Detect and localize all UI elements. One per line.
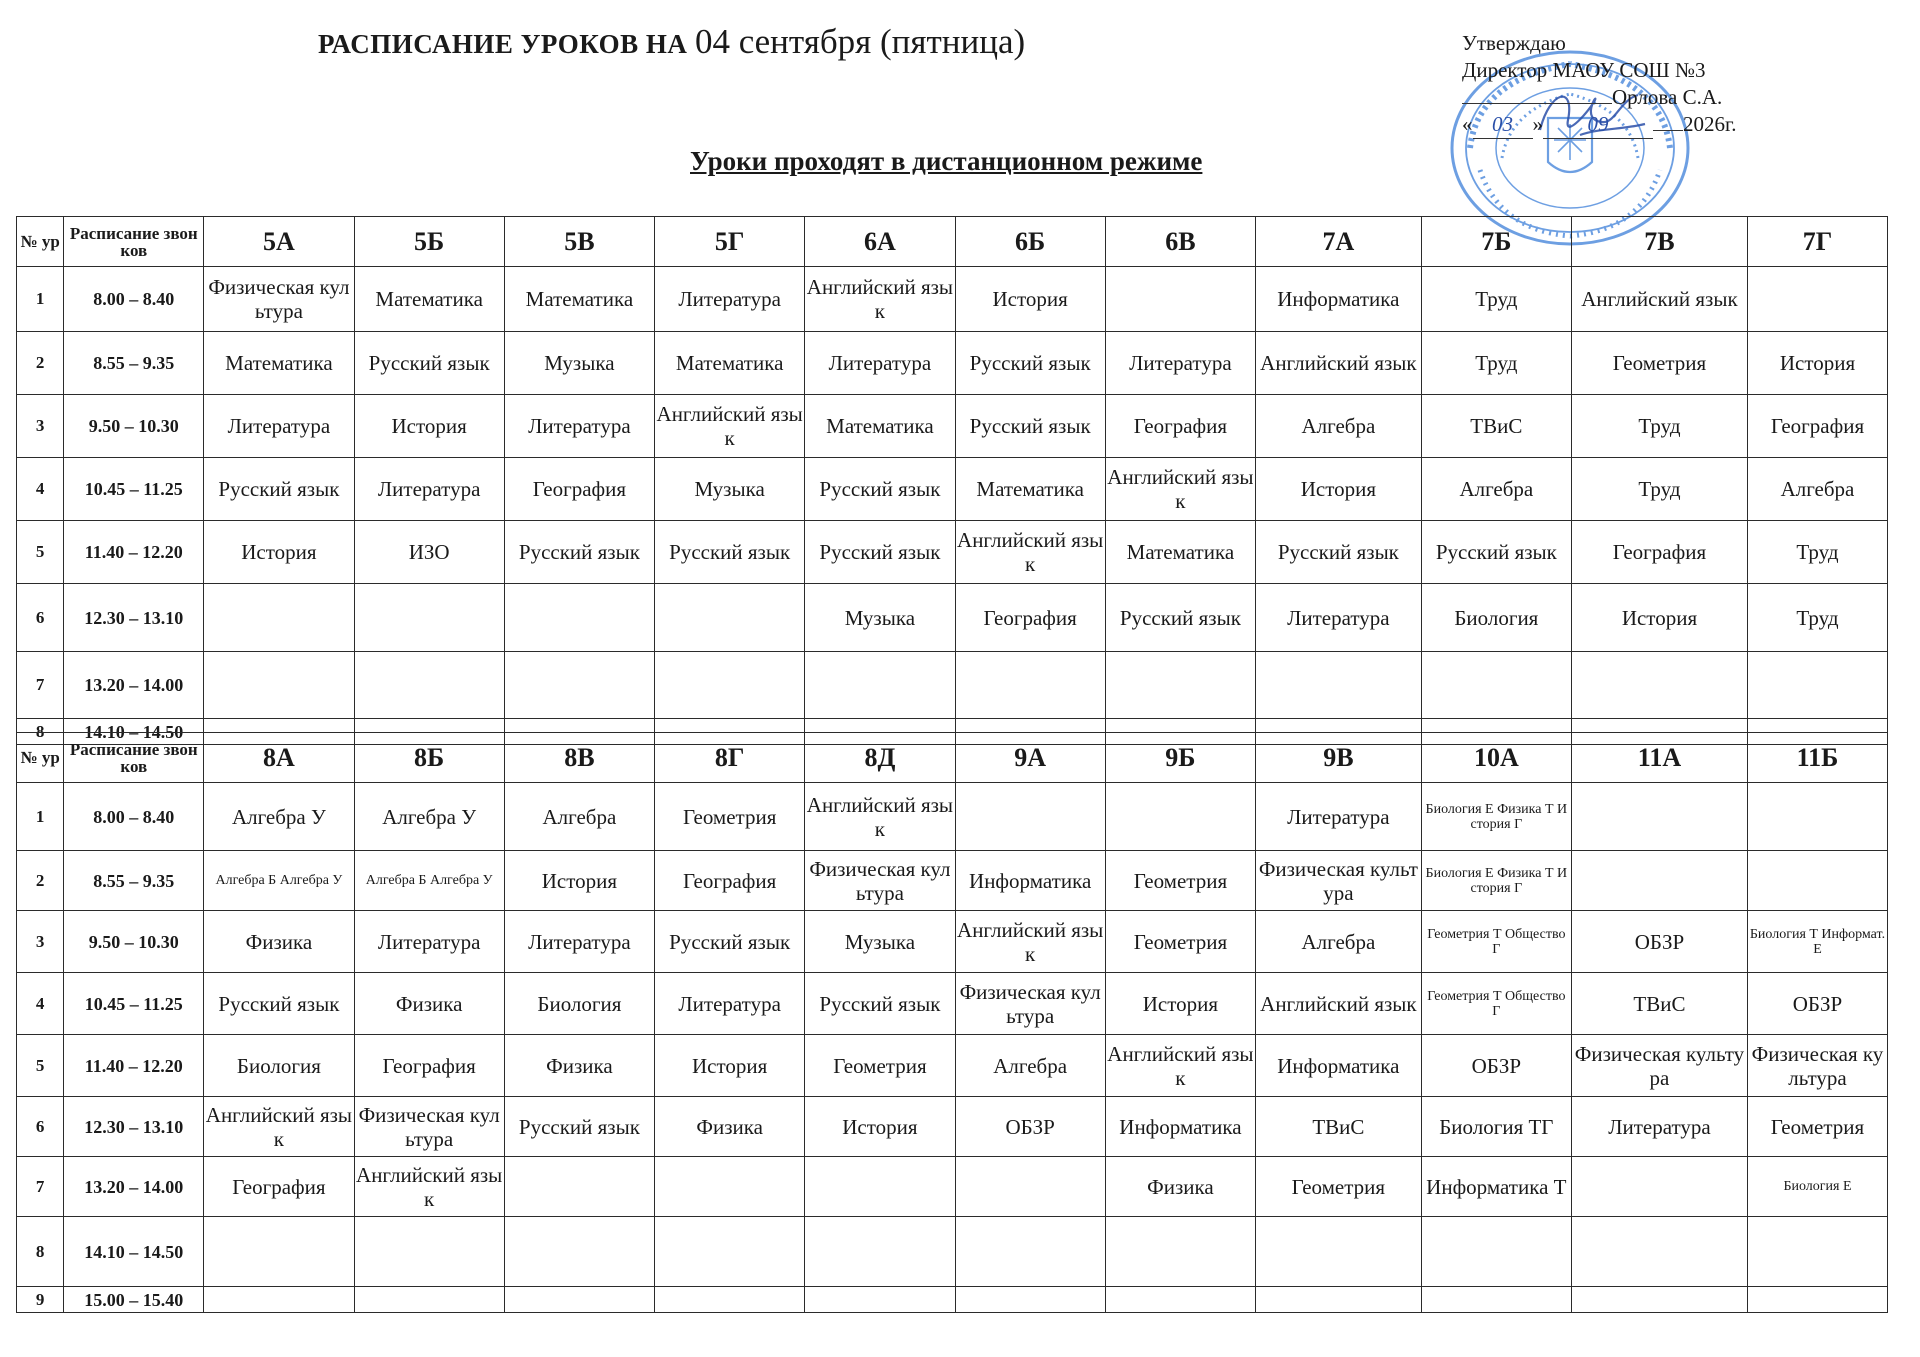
lesson-cell (354, 1217, 504, 1287)
lesson-cell: Английский язык (1105, 1035, 1255, 1097)
lesson-cell: География (504, 458, 654, 521)
lesson-cell (1421, 1287, 1571, 1313)
lesson-cell: Математика (1105, 521, 1255, 584)
lesson-cell: Литература (204, 395, 354, 458)
lesson-cell (504, 584, 654, 652)
schedule-table-grades-5-7 (16, 216, 1888, 745)
lesson-cell: Биология ТГ (1421, 1097, 1571, 1157)
lesson-cell: История (504, 851, 654, 911)
lesson-cell: Математика (204, 332, 354, 395)
lesson-cell (655, 1157, 805, 1217)
lesson-cell: Алгебра У (354, 783, 504, 851)
lesson-cell: Биология (504, 973, 654, 1035)
lesson-cell (354, 584, 504, 652)
lesson-cell: Алгебра Б Алгебра У (204, 851, 354, 911)
lesson-cell: Английский язык (955, 521, 1105, 584)
lesson-cell: Информатика (1256, 1035, 1422, 1097)
lesson-cell: Алгебра (1256, 911, 1422, 973)
lesson-time: 13.20 – 14.00 (64, 1157, 204, 1217)
table-row (17, 1217, 1888, 1287)
lesson-cell (1747, 652, 1887, 719)
lesson-cell (655, 652, 805, 719)
header-lesson-number: № ур (17, 733, 64, 783)
lesson-cell: Литература (354, 458, 504, 521)
lesson-cell: Русский язык (204, 458, 354, 521)
lesson-cell (504, 1217, 654, 1287)
lesson-cell: Геометрия Т Общество Г (1421, 911, 1571, 973)
table-row (17, 911, 1888, 973)
lesson-cell: ОБЗР (1571, 911, 1747, 973)
lesson-cell: Биология (1421, 584, 1571, 652)
lesson-cell: Физика (354, 973, 504, 1035)
lesson-cell (955, 1217, 1105, 1287)
lesson-cell (1256, 652, 1422, 719)
lesson-cell: Труд (1747, 584, 1887, 652)
lesson-cell: Музыка (805, 584, 955, 652)
lesson-cell: Русский язык (204, 973, 354, 1035)
schedule-table-grades-8-11 (16, 732, 1888, 1313)
header-bell-schedule: Расписание звонков (64, 217, 204, 267)
lesson-cell: Геометрия (805, 1035, 955, 1097)
lesson-cell: Английский язык (1256, 332, 1422, 395)
lesson-cell (1571, 1287, 1747, 1313)
lesson-cell: Литература (504, 911, 654, 973)
lesson-time: 8.55 – 9.35 (64, 851, 204, 911)
approval-block (1462, 30, 1882, 139)
lesson-cell (655, 1287, 805, 1313)
lesson-cell: География (1571, 521, 1747, 584)
lesson-cell: Биология Е Физика Т История Г (1421, 783, 1571, 851)
header-class-6а: 6А (805, 217, 955, 267)
table-row (17, 1287, 1888, 1313)
lesson-cell: Русский язык (655, 911, 805, 973)
lesson-cell: Физическая культура (354, 1097, 504, 1157)
lesson-cell (805, 652, 955, 719)
lesson-cell: Литература (655, 973, 805, 1035)
lesson-cell: Английский язык (1105, 458, 1255, 521)
lesson-cell: Английский язык (354, 1157, 504, 1217)
header-class-9а: 9А (955, 733, 1105, 783)
lesson-cell: Алгебра (1256, 395, 1422, 458)
lesson-cell (204, 652, 354, 719)
lesson-number: 6 (17, 1097, 64, 1157)
lesson-cell: Труд (1571, 395, 1747, 458)
lesson-number: 4 (17, 458, 64, 521)
lesson-number: 2 (17, 851, 64, 911)
approval-line-name (1462, 84, 1882, 111)
header-class-8б: 8Б (354, 733, 504, 783)
lesson-cell (805, 1287, 955, 1313)
lesson-number: 7 (17, 652, 64, 719)
lesson-cell: Геометрия (1256, 1157, 1422, 1217)
header-class-7а: 7А (1256, 217, 1422, 267)
approval-month: 09 (1543, 111, 1653, 139)
lesson-cell (955, 783, 1105, 851)
lesson-cell (1105, 652, 1255, 719)
lesson-cell: Информатика (955, 851, 1105, 911)
header-lesson-number: № ур (17, 217, 64, 267)
lesson-cell: Геометрия (1105, 851, 1255, 911)
table-row (17, 783, 1888, 851)
lesson-cell: История (1571, 584, 1747, 652)
lesson-cell: Русский язык (1105, 584, 1255, 652)
header-class-11б: 11Б (1747, 733, 1887, 783)
lesson-cell: Биология (204, 1035, 354, 1097)
lesson-cell: Музыка (805, 911, 955, 973)
lesson-time: 8.00 – 8.40 (64, 267, 204, 332)
lesson-cell: Английский язык (1571, 267, 1747, 332)
lesson-cell: Физическая культура (1571, 1035, 1747, 1097)
lesson-cell (1421, 1217, 1571, 1287)
lesson-cell: Биология Е Физика Т История Г (1421, 851, 1571, 911)
lesson-cell: Литература (504, 395, 654, 458)
lesson-cell (1105, 783, 1255, 851)
header-class-5б: 5Б (354, 217, 504, 267)
lesson-cell: ОБЗР (1421, 1035, 1571, 1097)
lesson-cell (805, 1157, 955, 1217)
lesson-cell: Русский язык (805, 973, 955, 1035)
lesson-number: 5 (17, 521, 64, 584)
lesson-cell: Физическая культура (204, 267, 354, 332)
lesson-number: 6 (17, 584, 64, 652)
header-class-5а: 5А (204, 217, 354, 267)
table-row (17, 395, 1888, 458)
lesson-cell: Русский язык (805, 458, 955, 521)
lesson-cell: История (1256, 458, 1422, 521)
lesson-cell: География (1747, 395, 1887, 458)
lesson-cell (1747, 267, 1887, 332)
lesson-cell (655, 584, 805, 652)
lesson-number: 3 (17, 911, 64, 973)
header-class-8д: 8Д (805, 733, 955, 783)
lesson-cell: История (1105, 973, 1255, 1035)
lesson-cell: Физика (1105, 1157, 1255, 1217)
lesson-cell: Информатика (1105, 1097, 1255, 1157)
lesson-cell: ОБЗР (955, 1097, 1105, 1157)
lesson-cell: Геометрия (1571, 332, 1747, 395)
lesson-cell: Математика (504, 267, 654, 332)
lesson-cell: Литература (1105, 332, 1255, 395)
lesson-cell: Информатика (1256, 267, 1422, 332)
lesson-time: 13.20 – 14.00 (64, 652, 204, 719)
lesson-cell: Математика (805, 395, 955, 458)
header-class-8а: 8А (204, 733, 354, 783)
lesson-cell: Литература (1256, 783, 1422, 851)
lesson-time: 10.45 – 11.25 (64, 458, 204, 521)
lesson-cell: Физическая культура (1747, 1035, 1887, 1097)
table-row (17, 458, 1888, 521)
lesson-cell: ТВиС (1256, 1097, 1422, 1157)
lesson-cell: Труд (1571, 458, 1747, 521)
lesson-cell: Биология Е (1747, 1157, 1887, 1217)
lesson-cell (955, 652, 1105, 719)
lesson-cell (204, 584, 354, 652)
lesson-time: 12.30 – 13.10 (64, 1097, 204, 1157)
lesson-cell (1571, 1217, 1747, 1287)
lesson-cell: ИЗО (354, 521, 504, 584)
lesson-time: 11.40 – 12.20 (64, 521, 204, 584)
lesson-cell (955, 1157, 1105, 1217)
lesson-number: 3 (17, 395, 64, 458)
lesson-time: 14.10 – 14.50 (64, 719, 204, 745)
lesson-cell: Труд (1421, 332, 1571, 395)
lesson-cell (504, 1157, 654, 1217)
lesson-cell: История (354, 395, 504, 458)
lesson-cell: Геометрия (655, 783, 805, 851)
table-row (17, 1035, 1888, 1097)
lesson-cell: Литература (655, 267, 805, 332)
lesson-cell: География (955, 584, 1105, 652)
header-class-5г: 5Г (655, 217, 805, 267)
lesson-number: 8 (17, 719, 64, 745)
lesson-cell (1571, 652, 1747, 719)
lesson-cell: Физическая культура (1256, 851, 1422, 911)
lesson-time: 12.30 – 13.10 (64, 584, 204, 652)
lesson-cell (655, 1217, 805, 1287)
header-class-7г: 7Г (1747, 217, 1887, 267)
lesson-cell: Русский язык (354, 332, 504, 395)
table-header-row (17, 217, 1888, 267)
table-row (17, 332, 1888, 395)
lesson-cell (1256, 1287, 1422, 1313)
lesson-number: 7 (17, 1157, 64, 1217)
lesson-number: 2 (17, 332, 64, 395)
lesson-cell: География (354, 1035, 504, 1097)
lesson-cell: Английский язык (955, 911, 1105, 973)
lesson-cell: Русский язык (1256, 521, 1422, 584)
lesson-cell: Литература (1256, 584, 1422, 652)
lesson-cell: Физика (655, 1097, 805, 1157)
lesson-cell: Русский язык (955, 395, 1105, 458)
lesson-cell: Физика (204, 911, 354, 973)
lesson-number: 4 (17, 973, 64, 1035)
lesson-cell: Английский язык (204, 1097, 354, 1157)
lesson-cell (1256, 1217, 1422, 1287)
lesson-cell: Геометрия (1747, 1097, 1887, 1157)
lesson-cell (1571, 783, 1747, 851)
lesson-cell: ТВиС (1421, 395, 1571, 458)
page-title (318, 22, 1025, 62)
lesson-number: 1 (17, 783, 64, 851)
lesson-cell: История (655, 1035, 805, 1097)
lesson-cell: Труд (1421, 267, 1571, 332)
lesson-cell (1571, 1157, 1747, 1217)
header-class-6б: 6Б (955, 217, 1105, 267)
lesson-cell: Физическая культура (805, 851, 955, 911)
lesson-cell: История (805, 1097, 955, 1157)
header-class-11а: 11А (1571, 733, 1747, 783)
lesson-cell (1747, 851, 1887, 911)
lesson-cell (1105, 1217, 1255, 1287)
table-row (17, 1097, 1888, 1157)
lesson-cell: Алгебра (1421, 458, 1571, 521)
table-row (17, 1157, 1888, 1217)
lesson-cell: Русский язык (1421, 521, 1571, 584)
approval-line-approve: Утверждаю (1462, 31, 1566, 55)
lesson-cell (1747, 1287, 1887, 1313)
lesson-cell: ТВиС (1571, 973, 1747, 1035)
lesson-cell: Информатика Т (1421, 1157, 1571, 1217)
lesson-cell: Математика (354, 267, 504, 332)
table-row (17, 973, 1888, 1035)
header-class-7в: 7В (1571, 217, 1747, 267)
lesson-cell: Литература (805, 332, 955, 395)
approval-line-director: Директор МАОУ СОШ №3 (1462, 58, 1706, 82)
approval-day: 03 (1473, 111, 1533, 139)
lesson-cell: География (655, 851, 805, 911)
table-row (17, 584, 1888, 652)
lesson-number: 9 (17, 1287, 64, 1313)
header-class-10а: 10А (1421, 733, 1571, 783)
lesson-cell: Русский язык (504, 1097, 654, 1157)
lesson-time: 8.00 – 8.40 (64, 783, 204, 851)
lesson-cell: Русский язык (955, 332, 1105, 395)
lesson-cell: История (955, 267, 1105, 332)
lesson-time: 15.00 – 15.40 (64, 1287, 204, 1313)
table-header-row (17, 733, 1888, 783)
header-class-9б: 9Б (1105, 733, 1255, 783)
lesson-cell: Физическая культура (955, 973, 1105, 1035)
lesson-cell: Алгебра (1747, 458, 1887, 521)
lesson-cell: Физика (504, 1035, 654, 1097)
approval-line-date: « 03 » 09 2026г. (1462, 111, 1882, 139)
subtitle: Уроки проходят в дистанционном режиме (690, 146, 1203, 176)
lesson-cell: Английский язык (655, 395, 805, 458)
lesson-cell: Труд (1747, 521, 1887, 584)
lesson-cell: Музыка (655, 458, 805, 521)
lesson-time: 10.45 – 11.25 (64, 973, 204, 1035)
lesson-cell: История (1747, 332, 1887, 395)
lesson-cell: Алгебра (504, 783, 654, 851)
lesson-cell (1747, 1217, 1887, 1287)
header-class-8в: 8В (504, 733, 654, 783)
lesson-cell (354, 652, 504, 719)
lesson-cell: Русский язык (805, 521, 955, 584)
table-row (17, 652, 1888, 719)
title-bold-part: РАСПИСАНИЕ УРОКОВ НА (318, 29, 688, 59)
header-class-7б: 7Б (1421, 217, 1571, 267)
lesson-cell (1105, 267, 1255, 332)
lesson-cell: Алгебра Б Алгебра У (354, 851, 504, 911)
lesson-cell: Английский язык (805, 783, 955, 851)
lesson-cell (204, 1287, 354, 1313)
lesson-cell (504, 1287, 654, 1313)
lesson-time: 11.40 – 12.20 (64, 1035, 204, 1097)
lesson-cell (504, 652, 654, 719)
lesson-number: 5 (17, 1035, 64, 1097)
table-row (17, 267, 1888, 332)
lesson-cell: Алгебра У (204, 783, 354, 851)
lesson-cell (1571, 851, 1747, 911)
approval-year: 2026г. (1683, 112, 1737, 136)
lesson-cell: Биология Т Информат. Е (1747, 911, 1887, 973)
lesson-cell: Литература (1571, 1097, 1747, 1157)
lesson-cell (354, 1287, 504, 1313)
lesson-cell: Математика (955, 458, 1105, 521)
table-row (17, 521, 1888, 584)
lesson-cell: Математика (655, 332, 805, 395)
lesson-cell (805, 1217, 955, 1287)
lesson-cell: Английский язык (805, 267, 955, 332)
lesson-cell (955, 1287, 1105, 1313)
director-name: Орлова С.А. (1612, 85, 1723, 109)
lesson-time: 8.55 – 9.35 (64, 332, 204, 395)
lesson-cell: Геометрия Т Общество Г (1421, 973, 1571, 1035)
lesson-cell (1421, 652, 1571, 719)
lesson-cell: География (204, 1157, 354, 1217)
lesson-time: 9.50 – 10.30 (64, 911, 204, 973)
lesson-cell: География (1105, 395, 1255, 458)
lesson-cell: Литература (354, 911, 504, 973)
lesson-cell: Алгебра (955, 1035, 1105, 1097)
lesson-number: 1 (17, 267, 64, 332)
table-row (17, 851, 1888, 911)
lesson-cell: Музыка (504, 332, 654, 395)
lesson-cell: ОБЗР (1747, 973, 1887, 1035)
lesson-cell: Английский язык (1256, 973, 1422, 1035)
lesson-cell (1105, 1287, 1255, 1313)
lesson-number: 8 (17, 1217, 64, 1287)
lesson-cell (204, 1217, 354, 1287)
title-date: 04 сентября (пятница) (694, 22, 1026, 61)
lesson-time: 14.10 – 14.50 (64, 1217, 204, 1287)
lesson-cell (1747, 783, 1887, 851)
header-bell-schedule: Расписание звонков (64, 733, 204, 783)
lesson-time: 9.50 – 10.30 (64, 395, 204, 458)
lesson-cell: Геометрия (1105, 911, 1255, 973)
header-class-6в: 6В (1105, 217, 1255, 267)
lesson-cell: Русский язык (504, 521, 654, 584)
header-class-5в: 5В (504, 217, 654, 267)
header-class-9в: 9В (1256, 733, 1422, 783)
lesson-cell: История (204, 521, 354, 584)
header-class-8г: 8Г (655, 733, 805, 783)
lesson-cell: Русский язык (655, 521, 805, 584)
